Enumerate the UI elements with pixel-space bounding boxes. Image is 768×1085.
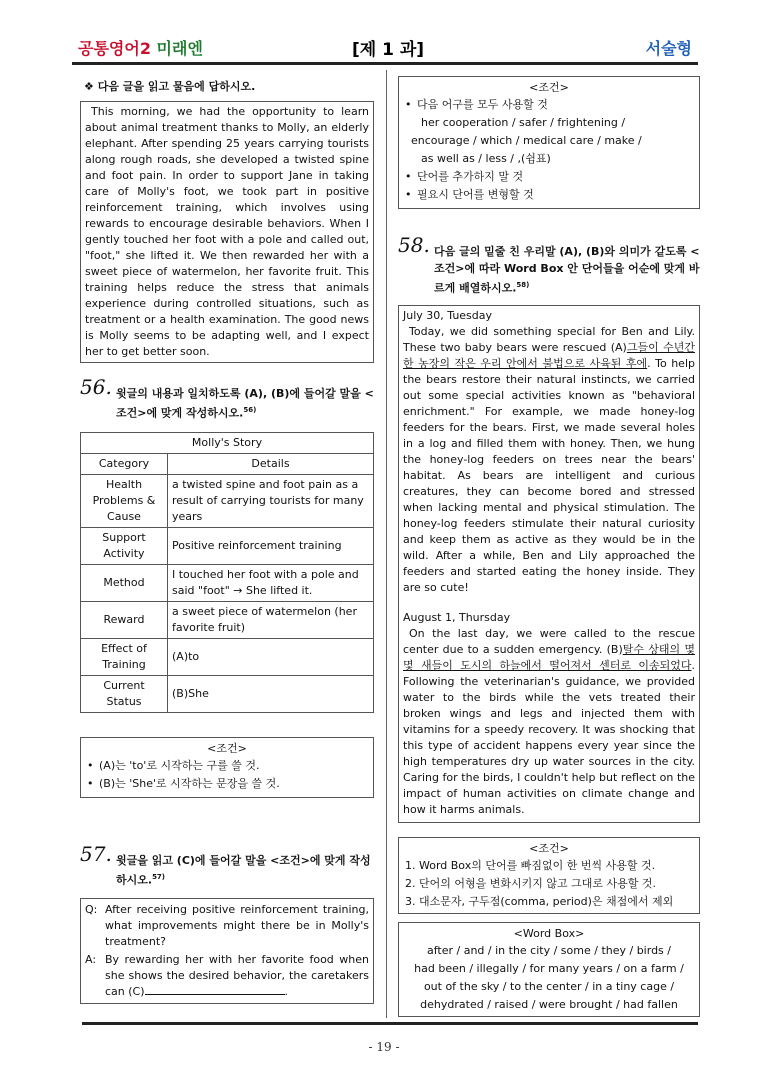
- entry-1-text-b: . To help the bears restore their natural instincts, we carried out some special activities known as "behavioral enrichment." For example, we made honey-log feeders for the bears. First, we made several holes in a log and filled them with honey. Then, we hung the honey-log feeders on trees near the bears' habitat. As bears are intelligent and curious creatures, they can become bored and stressed when lacking mental and physical stimulation. The honey-log feeders stimulate their natural curiosity and keep them as active as they would be in the wild. After a while, Ben and Lily approached the feeders and started eating the honey inside. They are so cute!: [403, 356, 695, 594]
- row-category: Current Status: [81, 675, 168, 712]
- condition-item: • (B)는 'She'로 시작하는 문장을 쓸 것.: [87, 775, 367, 793]
- entry-2-text-a: On the last day, we were called to the rescue center due to a sudden emergency. (B): [403, 626, 695, 656]
- row-details: a twisted spine and foot pain as a result of carrying tourists for many years: [168, 474, 374, 527]
- q57-conditions: [399, 96, 699, 114]
- table-row: [81, 527, 374, 564]
- answer-blank-c: [145, 984, 285, 995]
- subject-name: 공통영어2: [78, 39, 151, 58]
- left-column: [80, 78, 374, 1004]
- question-type: 서술형: [645, 39, 692, 58]
- a-text: By rewarding her with her favorite food when she shows the desired behavior, the caretakers can (C): [105, 953, 369, 999]
- q58-conditions-box: [398, 837, 700, 914]
- lesson-label: [제 1 과]: [352, 40, 425, 60]
- row-category: Support Activity: [81, 527, 168, 564]
- q56-conditions-box: [80, 737, 374, 798]
- condition-item: 1. Word Box의 단어를 빠짐없이 한 번씩 사용할 것.: [405, 858, 656, 872]
- table-row: [81, 675, 374, 712]
- q57-number: 57.: [80, 841, 112, 866]
- table-row: [81, 474, 374, 527]
- header-rule: [72, 62, 698, 65]
- condition-item: 2. 단어의 어형을 변화시키지 않고 그대로 사용할 것.: [405, 876, 656, 890]
- condition-item: • 다음 어구를 모두 사용할 것: [405, 96, 693, 114]
- answer-blank-b: (B)She: [168, 675, 374, 712]
- row-category: Health Problems & Cause: [81, 474, 168, 527]
- q-label: Q:: [85, 903, 98, 917]
- publisher-name: 미래엔: [156, 39, 203, 58]
- page-header: [70, 30, 700, 66]
- footer-rule: [82, 1022, 698, 1025]
- condition-item: • 단어를 추가하지 말 것: [405, 168, 693, 186]
- row-details: Positive reinforcement training: [168, 527, 374, 564]
- q57-question: [85, 902, 369, 950]
- passage-box: [80, 101, 374, 363]
- subject-title: [78, 36, 203, 59]
- word-box-line: dehydrated / raised / were brought / had fallen: [420, 997, 678, 1011]
- entry-date-1: July 30, Tuesday: [403, 308, 493, 322]
- row-details: I touched her foot with a pole and said "foot" → She lifted it.: [168, 564, 374, 601]
- entry-date-2: August 1, Thursday: [403, 610, 511, 624]
- q56-number: 56.: [80, 375, 112, 399]
- instruction: ❖ 다음 글을 읽고 물음에 답하시오.: [84, 80, 256, 93]
- q57-answer: [85, 952, 369, 1000]
- q56-text: 윗글의 내용과 일치하도록 (A), (B)에 들어갈 말을 <조건>에 맞게 작성하시오.: [116, 387, 374, 420]
- word-box-line: had been / illegally / for many years / on a farm /: [414, 961, 684, 975]
- q57-conditions-box: [398, 76, 700, 209]
- word-list-line: as well as / less / ,(쉼표): [421, 152, 551, 165]
- condition-item: • (A)는 'to'로 시작하는 구를 쓸 것.: [87, 757, 367, 775]
- q57-conditions-title: <조건>: [529, 81, 569, 94]
- table-row: [81, 564, 374, 601]
- diary-passage-box: [398, 305, 700, 823]
- condition-item: • 필요시 단어를 변형할 것: [405, 186, 693, 204]
- q-text: After receiving positive reinforcement training, what improvements might there be in Molly's treatment?: [105, 903, 369, 949]
- underlined-phrase-b: 탈수 상태의 몇몇 새들이 도시의 하늘에서 떨어져서 센터로 이송되었다: [403, 642, 695, 672]
- q58-heading: [398, 233, 700, 297]
- word-list-line: encourage / which / medical care / make /: [411, 134, 642, 147]
- entry-2-text-b: . Following the veterinarian's guidance, we provided water to the birds while the vets treated their broken wings and legs and injected them with vitamins for a speedy recovery. It was shocking that this type of accident happens every year since the high temperatures dry up water sources in the city. Caring for the birds, I couldn't help but reflect on the impact of human activities on climate change and how it harms animals.: [403, 658, 695, 816]
- molly-story-table: [80, 432, 374, 713]
- q58-ref: 58): [516, 281, 530, 289]
- q56-conditions: [81, 757, 373, 793]
- row-category: Reward: [81, 601, 168, 638]
- table-row: [81, 601, 374, 638]
- table-title: Molly's Story: [81, 432, 374, 453]
- table-row: [81, 638, 374, 675]
- q58-number: 58.: [398, 233, 430, 257]
- word-box-title: <Word Box>: [513, 926, 585, 940]
- q56-conditions-title: <조건>: [207, 741, 247, 755]
- a-end: .: [284, 985, 289, 999]
- q58-conditions-title: <조건>: [529, 841, 569, 855]
- q56-ref: 56): [243, 406, 257, 414]
- q57-conditions-more: [399, 168, 699, 204]
- header-category: Category: [81, 453, 168, 474]
- underlined-phrase-a: 그들이 수년간 한 농장의 작은 우리 안에서 불법으로 사육된 후에: [403, 340, 695, 370]
- q58-text: 다음 글의 밑줄 친 우리말 (A), (B)와 의미가 같도록 <조건>에 따라 Word Box 안 단어들을 어순에 맞게 바르게 배열하시오.: [434, 245, 700, 295]
- word-box-line: after / and / in the city / some / they / birds /: [426, 943, 671, 957]
- answer-blank-a: (A)to: [168, 638, 374, 675]
- row-details: a sweet piece of watermelon (her favorite fruit): [168, 601, 374, 638]
- right-column: [398, 76, 700, 1017]
- a-label: A:: [85, 953, 97, 967]
- q57-qa-box: [80, 898, 374, 1004]
- q57-ref: 57): [152, 872, 166, 881]
- word-box-line: out of the sky / to the center / in a tiny cage /: [423, 979, 675, 993]
- row-category: Method: [81, 564, 168, 601]
- word-list-line: her cooperation / safer / frightening /: [421, 116, 626, 129]
- header-details: Details: [168, 453, 374, 474]
- row-category: Effect of Training: [81, 638, 168, 675]
- q56-heading: [80, 375, 374, 422]
- entry-2: [403, 626, 695, 818]
- q57-heading: [80, 841, 374, 889]
- entry-1: [403, 324, 695, 596]
- page-number: - 19 -: [368, 1040, 400, 1054]
- condition-item: 3. 대소문자, 구두점(comma, period)은 채점에서 제외: [405, 894, 674, 908]
- q57-text: 윗글을 읽고 (C)에 들어갈 말을 <조건>에 맞게 작성하시오.: [116, 853, 371, 887]
- column-divider: [386, 70, 387, 1018]
- word-box: [398, 922, 700, 1017]
- entry-1-text-a: Today, we did something special for Ben and Lily. These two baby bears were rescued (A): [403, 324, 695, 354]
- passage-text: This morning, we had the opportunity to learn about animal treatment thanks to Molly, an elderly elephant. After spending 25 years carrying tourists along rough roads, she developed a twisted spine and foot pain. In order to support Jane in taking care of Molly's foot, we took part in positive reinforcement training, which involves using rewards to encourage desirable behaviors. When I gently touched her foot with a pole and called out, "foot," she lifted it. We then rewarded her with a sweet piece of watermelon, her favorite fruit. This training helps reduce the stress that animals experience during controlled situations, such as treatment or a health examination. The good news is Molly seems to be adapting well, and I expect her to get better soon.: [85, 105, 369, 358]
